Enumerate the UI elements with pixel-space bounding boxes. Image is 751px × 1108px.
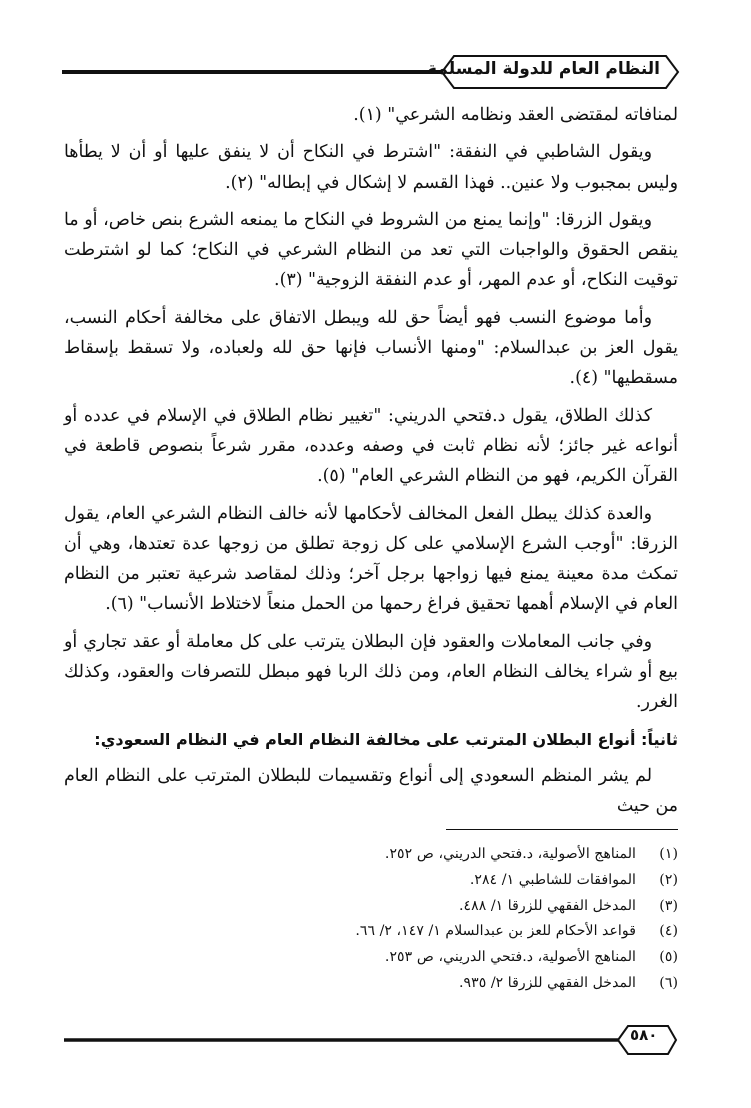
footnote-separator [446, 829, 678, 830]
paragraph: وأما موضوع النسب فهو أيضاً حق لله ويبطل الاتفاق على مخالفة أحكام النسب، يقول العز بن عبدالسلام: "ومنها الأنساب فإنها حق لله ولعباده، ولا تسقط بإسقاط مسقطيها" (٤). [64, 307, 678, 389]
footnote-text: المدخل الفقهي للزرقا ٢/ ٩٣٥. [458, 974, 636, 991]
footnote-text: قواعد الأحكام للعز بن عبدالسلام ١/ ١٤٧، ٢/ ٦٦. [355, 923, 636, 940]
footnote-number: (٥) [659, 949, 678, 966]
page-footer [64, 1020, 678, 1060]
footnote-item [118, 868, 678, 894]
footnote-item [118, 945, 678, 971]
footnote-number: (٣) [659, 897, 678, 914]
header-title: النظام العام للدولة المسلمة [427, 59, 660, 79]
footnote-number: (٢) [659, 871, 678, 888]
section-heading: ثانياً: أنواع البطلان المترتب على مخالفة النظام العام في النظام السعودي: [94, 729, 678, 749]
footnote-number: (٦) [659, 974, 678, 991]
footnote-text: المناهج الأصولية، د.فتحي الدريني، ص ٢٥٢. [384, 846, 636, 862]
main-text [64, 100, 678, 829]
footnote-number: (١) [659, 846, 678, 862]
page-number: ٥٨٠ [630, 1026, 658, 1044]
footnote-text: المناهج الأصولية، د.فتحي الدريني، ص ٢٥٣. [384, 949, 636, 966]
paragraph: وفي جانب المعاملات والعقود فإن البطلان يترتب على كل معاملة أو عقد تجاري أو بيع أو شراء يخالف النظام العام، ومن ذلك الربا فهو مبطل للتصرفات والعقود، وكذلك الغرر. [64, 631, 678, 713]
footnote-text: الموافقات للشاطبي ١/ ٢٨٤. [469, 871, 636, 888]
footnote-number: (٤) [659, 923, 678, 940]
footnote-text: المدخل الفقهي للزرقا ١/ ٤٨٨. [458, 897, 636, 914]
footnote-item [118, 842, 678, 868]
footer-ornament [64, 1020, 678, 1060]
running-header [62, 52, 682, 92]
footnote-item [118, 919, 678, 945]
paragraph: كذلك الطلاق، يقول د.فتحي الدريني: "تغيير نظام الطلاق في الإسلام في عدده أو أنواعه غير جائز؛ لأنه نظام ثابت في وصفه وعدده، مقرر شرعاً بنصوص قاطعة في القرآن الكريم، فهو من النظام الشرعي العام" (٥). [64, 405, 678, 487]
paragraph: ويقول الزرقا: "وإنما يمنع من الشروط في النكاح ما يمنعه الشرع بنص خاص، أو ما ينقص الحقوق والواجبات التي تعد من النظام الشرعي في النكاح؛ كما لو اشترطت توقيت النكاح، أو عدم المهر، أو عدم النفقة الزوجية" (٣). [64, 209, 678, 291]
footnote-item [118, 971, 678, 997]
paragraph: لمنافاته لمقتضى العقد ونظامه الشرعي" (١). [353, 105, 678, 125]
paragraph: لم يشر المنظم السعودي إلى أنواع وتقسيمات للبطلان المترتب على النظام العام من حيث [64, 765, 678, 817]
footnotes [118, 842, 678, 997]
paragraph: ويقول الشاطبي في النفقة: "اشترط في النكاح أن لا ينفق عليها أو أن لا يطأها وليس بمجبوب ولا عنين.. فهذا القسم لا إشكال في إبطاله" (٢). [64, 142, 678, 193]
paragraph: والعدة كذلك يبطل الفعل المخالف لأحكامها لأنه خالف النظام الشرعي العام، يقول الزرقا: "أوجب الشرع الإسلامي على كل زوجة تطلق من زوجها عدة تعتدها، وهي أن تمكث مدة معينة يمنع فيها زواجها برجل آخر؛ وذلك لمقاصد شرعية تعتبر من النظام العام في الإسلام أهمها تحقيق فراغ رحمها من الحمل منعاً لاختلاط الأنساب" (٦). [64, 503, 678, 615]
footnote-item [118, 894, 678, 920]
